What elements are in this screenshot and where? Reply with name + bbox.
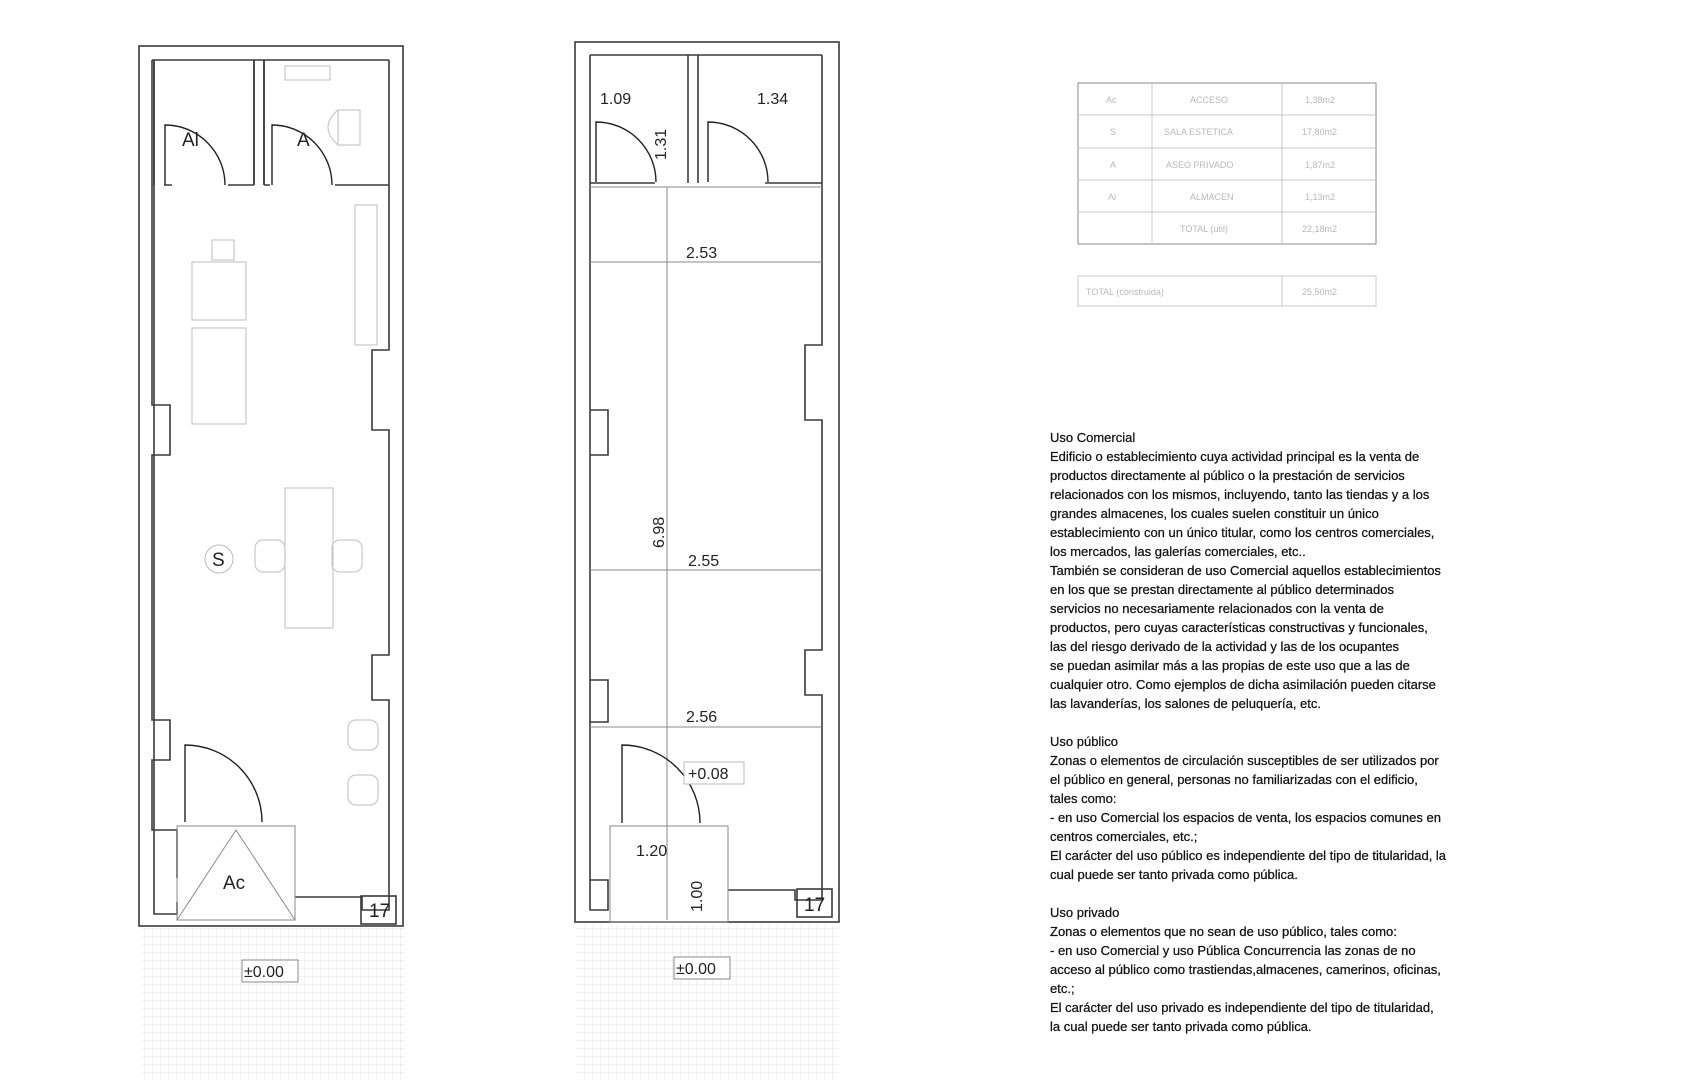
- legend-title: Uso privado: [1050, 905, 1120, 920]
- area-code: Al: [1108, 192, 1117, 202]
- legend-section-privado: [1050, 903, 1570, 1036]
- waiting-chair-2: [348, 775, 378, 805]
- legend-body: Edificio o establecimiento cuya actividad principal es la venta de productos directamente al público o la prestación de servicios relacionados con los mismos, incluyendo, tanto las tiendas y a los grandes almacenes, los cuales suelen constituir un único establecimiento con un único titular, como los centros comerciales, los mercados, las galerías comerciales, etc.. También se consideran de uso Comercial aquellos establecimientos en los que se prestan directamente al público determinados servicios no necesariamente relacionados con la venta de productos, pero cuyas características constructivas y funcionales, las del riesgo derivado de la actividad y las de los ocupantes se puedan asimilar más a las propias de este uso que a las de cualquier otro. Como ejemplos de dicha asimilación pueden citarse las lavanderías, los salones de peluquería, etc.: [1050, 449, 1441, 711]
- toilet-room-walls: [698, 55, 822, 183]
- outer-wall: [139, 46, 403, 926]
- legend-body: Zonas o elementos que no sean de uso público, tales como: - en uso Comercial y uso Pública Concurrencia las zonas de no acceso al público como trastiendas,almacenes, camerinos, oficinas, etc.; El carácter del uso privado es independiente del tipo de titularidad, la cual puede ser tanto privada como pública.: [1050, 924, 1441, 1034]
- toilet-room-walls: [264, 60, 389, 185]
- plan-left: [139, 46, 404, 1080]
- area-table: [1078, 83, 1376, 306]
- table-furniture: [285, 488, 333, 628]
- table-row: [1110, 127, 1337, 137]
- toilet-fixture: [328, 110, 360, 145]
- dim-w-left-small: 1.09: [600, 91, 632, 108]
- sink-fixture: [285, 66, 330, 80]
- counter-furniture: [355, 205, 377, 345]
- level-mark: ±0.00: [244, 964, 284, 981]
- dim-h-total: 6.98: [651, 516, 668, 548]
- access-vestibule: [610, 826, 728, 922]
- dim-h-small: 1.31: [653, 128, 670, 160]
- legend-title: Uso Comercial: [1050, 430, 1136, 445]
- table-row: [1180, 224, 1337, 234]
- dim-w-right-small: 1.34: [757, 91, 789, 108]
- dim-w-mid: 2.55: [688, 553, 720, 570]
- outer-wall: [575, 42, 839, 922]
- area-value: 1,13m2: [1305, 192, 1336, 202]
- inner-wall: [152, 60, 389, 914]
- area-value: 1,87m2: [1305, 160, 1336, 170]
- area-code: A: [1110, 160, 1117, 170]
- level-inner-mark: +0.08: [688, 766, 729, 783]
- legend-body: Zonas o elementos de circulación susceptibles de ser utilizados por el público en general, personas no familiarizadas con el edificio, tales como: - en uso Comercial los espacios de venta, los espacios comunes en centros comerciales, etc.; El carácter del uso público es independiente del tipo de titularidad, la cual puede ser tanto privada como pública.: [1050, 753, 1447, 882]
- chair-left: [255, 540, 285, 572]
- storage-room-walls: [154, 60, 254, 185]
- storage-room-walls: [590, 55, 688, 183]
- treatment-bed: [192, 262, 246, 320]
- storage-door: [596, 122, 656, 182]
- table-row: [1106, 95, 1335, 105]
- area-name: TOTAL (útil): [1180, 224, 1228, 234]
- entrance-door: [185, 745, 262, 822]
- total-built-area: 25,50m2: [1302, 287, 1338, 297]
- total-built-name: TOTAL (construida): [1086, 287, 1164, 297]
- sidewalk-paving: [142, 928, 404, 1080]
- plan-right: [575, 42, 839, 1080]
- area-name: ACCESO: [1190, 95, 1229, 105]
- grid-number: 17: [369, 901, 391, 922]
- area-name: SALA ESTETICA: [1164, 127, 1234, 137]
- room-label-almacen: Al: [182, 130, 199, 151]
- table-row: [1110, 160, 1335, 170]
- room-label-aseo: A: [297, 130, 310, 151]
- area-value: 1,38m2: [1305, 95, 1336, 105]
- sidewalk-paving: [577, 926, 839, 1080]
- area-code: Ac: [1106, 95, 1117, 105]
- waiting-chair-1: [348, 720, 378, 750]
- legend-section-comercial: [1050, 428, 1570, 713]
- usage-legend: [1050, 428, 1570, 1055]
- table-row: [1108, 192, 1335, 202]
- toilet-door: [708, 122, 768, 182]
- area-name: ASEO PRIVADO: [1166, 160, 1234, 170]
- stool-furniture: [212, 240, 234, 260]
- area-value: 17,80m2: [1302, 127, 1338, 137]
- dim-w-entry: 1.20: [636, 843, 668, 860]
- chair-right: [332, 540, 362, 572]
- dim-w-bottom: 2.56: [686, 709, 718, 726]
- grid-number: 17: [804, 895, 826, 916]
- legend-title: Uso público: [1050, 734, 1118, 749]
- room-label-acceso: Ac: [223, 873, 246, 894]
- legend-section-publico: [1050, 732, 1570, 884]
- area-code: S: [1110, 127, 1117, 137]
- area-name: ALMACEN: [1190, 192, 1234, 202]
- level-mark: ±0.00: [676, 961, 716, 978]
- room-label-sala: S: [212, 550, 225, 571]
- area-value: 22,18m2: [1302, 224, 1338, 234]
- dim-w-top: 2.53: [686, 245, 718, 262]
- dim-h-entry: 1.00: [689, 880, 706, 912]
- treatment-bed-lower: [192, 328, 246, 424]
